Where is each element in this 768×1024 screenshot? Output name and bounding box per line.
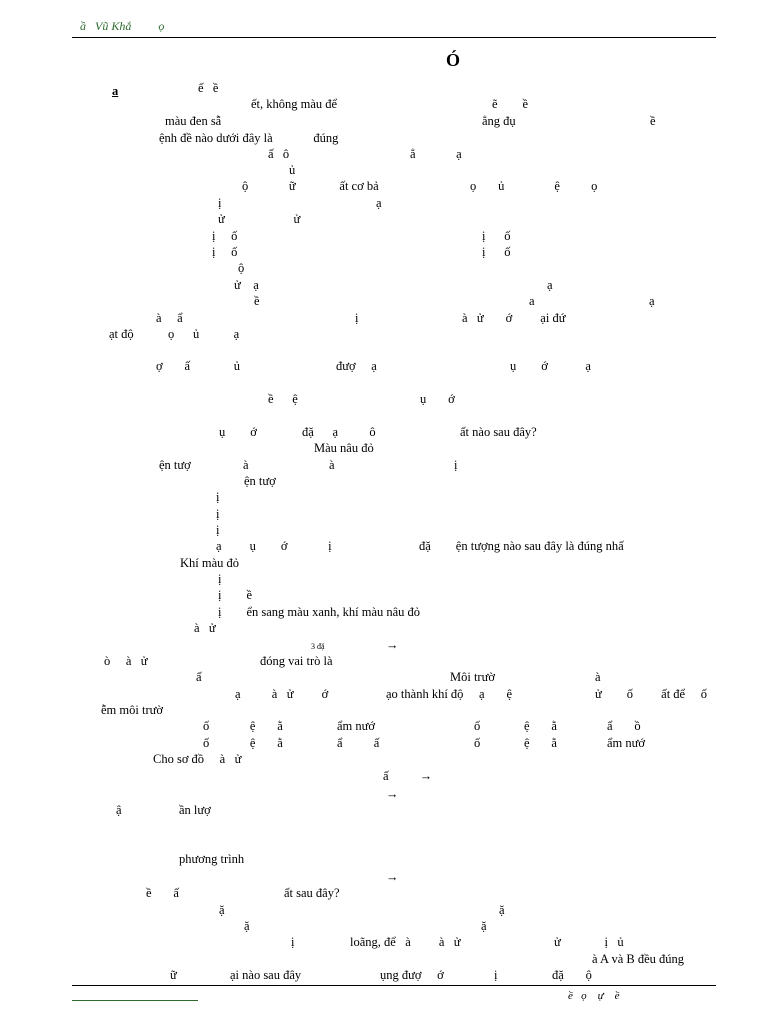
text-line: ụng đượ ớ <box>380 968 444 982</box>
text-line: ử ố ất để ố <box>595 687 707 701</box>
text-line: ấ ô <box>268 147 290 161</box>
text-line: → <box>386 638 399 652</box>
text-line: ữ <box>170 968 177 982</box>
text-line: ị ển sang màu xanh, khí màu nâu đỏ <box>218 605 421 619</box>
header-divider <box>72 37 716 38</box>
text-line: ố ệ ằ <box>203 719 283 733</box>
text-line: Màu nâu đỏ <box>314 441 374 455</box>
text-line: → <box>386 787 399 801</box>
header-title: ầ Vũ Khắ ọ <box>80 19 165 33</box>
text-line: đặ ện tượng nào sau đây là đúng nhấ <box>419 539 624 553</box>
text-line: ụ ớ ạ <box>510 359 591 373</box>
text-line: a <box>112 84 119 98</box>
text-line: ẩm nướ <box>607 736 646 750</box>
text-line: à <box>595 670 601 684</box>
text-line: ện tượ <box>159 458 191 472</box>
text-line: Khí màu đỏ <box>180 556 240 570</box>
text-line: đượ ạ <box>336 359 377 373</box>
text-line: ị <box>216 523 220 537</box>
text-line: a <box>529 294 535 308</box>
text-line: ố ệ ằ <box>474 719 557 733</box>
text-line: ẳ ạ <box>410 147 462 161</box>
text-line: ện tượ <box>244 474 276 488</box>
text-line: ất nào sau đây? <box>460 425 537 439</box>
text-line: ạ ụ ớ ị <box>216 539 332 553</box>
text-line: ệnh đề nào dưới đây là đúng <box>159 131 339 145</box>
text-line: ạ <box>547 278 553 292</box>
text-line: à <box>329 458 335 472</box>
text-line: ử ạ <box>234 278 259 292</box>
text-line: à A và B đều đúng <box>592 952 685 966</box>
text-line: ụ ớ <box>420 392 455 406</box>
text-line: ợ ấ ủ <box>156 359 241 373</box>
text-line: ẩm nướ <box>337 719 376 733</box>
text-line: ị <box>216 490 220 504</box>
text-line: Cho sơ đồ à ử <box>153 752 242 766</box>
text-line: ị <box>454 458 458 472</box>
text-line: ẽ ề <box>492 97 529 111</box>
text-line: ị <box>355 311 359 325</box>
text-line: à <box>243 458 249 472</box>
text-line: đặ ạ ô <box>302 425 376 439</box>
text-line: ẩ ấ <box>337 736 380 750</box>
text-line: ủ <box>289 163 296 177</box>
text-line: ạ <box>376 196 382 210</box>
text-line: à ẩ <box>156 311 183 325</box>
text-line: à ử <box>194 621 216 635</box>
text-line: ất sau đây? <box>284 886 340 900</box>
text-line: à ử ớ ại đứ <box>462 311 566 325</box>
text-line: ề ấ <box>146 886 179 900</box>
text-line: ộ <box>238 261 245 275</box>
text-line: ạt độ ọ ủ ạ <box>109 327 240 341</box>
text-line: ị <box>494 968 498 982</box>
text-line: ụ ớ <box>219 425 257 439</box>
text-line: ễm môi trườ <box>101 703 163 717</box>
text-line: ị <box>218 196 222 210</box>
text-line: ề ệ <box>268 392 298 406</box>
text-line: ố ệ ằ <box>203 736 283 750</box>
text-line: ử ị ủ <box>554 935 624 949</box>
text-line: ặ <box>481 919 487 933</box>
text-line: loãng, để à à ử <box>350 935 461 949</box>
text-line: đặ ộ <box>552 968 592 982</box>
text-line: ò à ử <box>104 654 148 668</box>
footer-text: ề ọ ự ề <box>568 990 620 1002</box>
text-line: ế ề <box>198 81 219 95</box>
footer-divider <box>72 985 716 986</box>
text-line: ẳng đụ <box>482 114 516 128</box>
text-line: ị ố <box>482 245 511 259</box>
text-line: ấ <box>196 670 202 684</box>
text-line: ạ à ử ớ <box>235 687 329 701</box>
text-line: ộ ữ ất cơ bả <box>242 179 379 193</box>
text-line: ấ → <box>383 769 433 783</box>
text-line: ọ ủ ệ ọ <box>470 179 598 193</box>
text-line: ử ử <box>218 212 301 226</box>
footer-short-rule <box>72 1000 198 1001</box>
text-line: → <box>386 870 399 884</box>
text-line: ố ệ ằ <box>474 736 557 750</box>
text-line: ị ố <box>212 245 238 259</box>
text-line: ị <box>218 572 222 586</box>
document-title: Ó <box>446 50 461 70</box>
text-line: đóng vai trò là <box>260 654 333 668</box>
text-line: ết, không màu để <box>251 97 338 111</box>
text-line: ạ <box>649 294 655 308</box>
text-line: ị ố <box>482 229 511 243</box>
text-line: Môi trườ <box>450 670 495 684</box>
text-line: ề <box>254 294 260 308</box>
text-line: ặ <box>244 919 250 933</box>
text-line: ề <box>650 114 656 128</box>
text-line: ậ <box>116 803 122 817</box>
text-line: ần lượ <box>179 803 211 817</box>
text-line: ị <box>216 507 220 521</box>
text-line: ẩ ồ <box>607 719 641 733</box>
text-line: ặ <box>219 903 225 917</box>
text-line: ị <box>291 935 295 949</box>
text-line: ị ố <box>212 229 238 243</box>
text-line: màu đen sẫ <box>165 114 222 128</box>
superscript-text: 3 đặ <box>311 642 325 651</box>
text-line: phương trình <box>179 852 245 866</box>
text-line: ại nào sau đây <box>230 968 302 982</box>
text-line: ạo thành khí độ ạ ệ <box>386 687 513 701</box>
text-line: ị ề <box>218 588 253 602</box>
text-line: ặ <box>499 903 505 917</box>
